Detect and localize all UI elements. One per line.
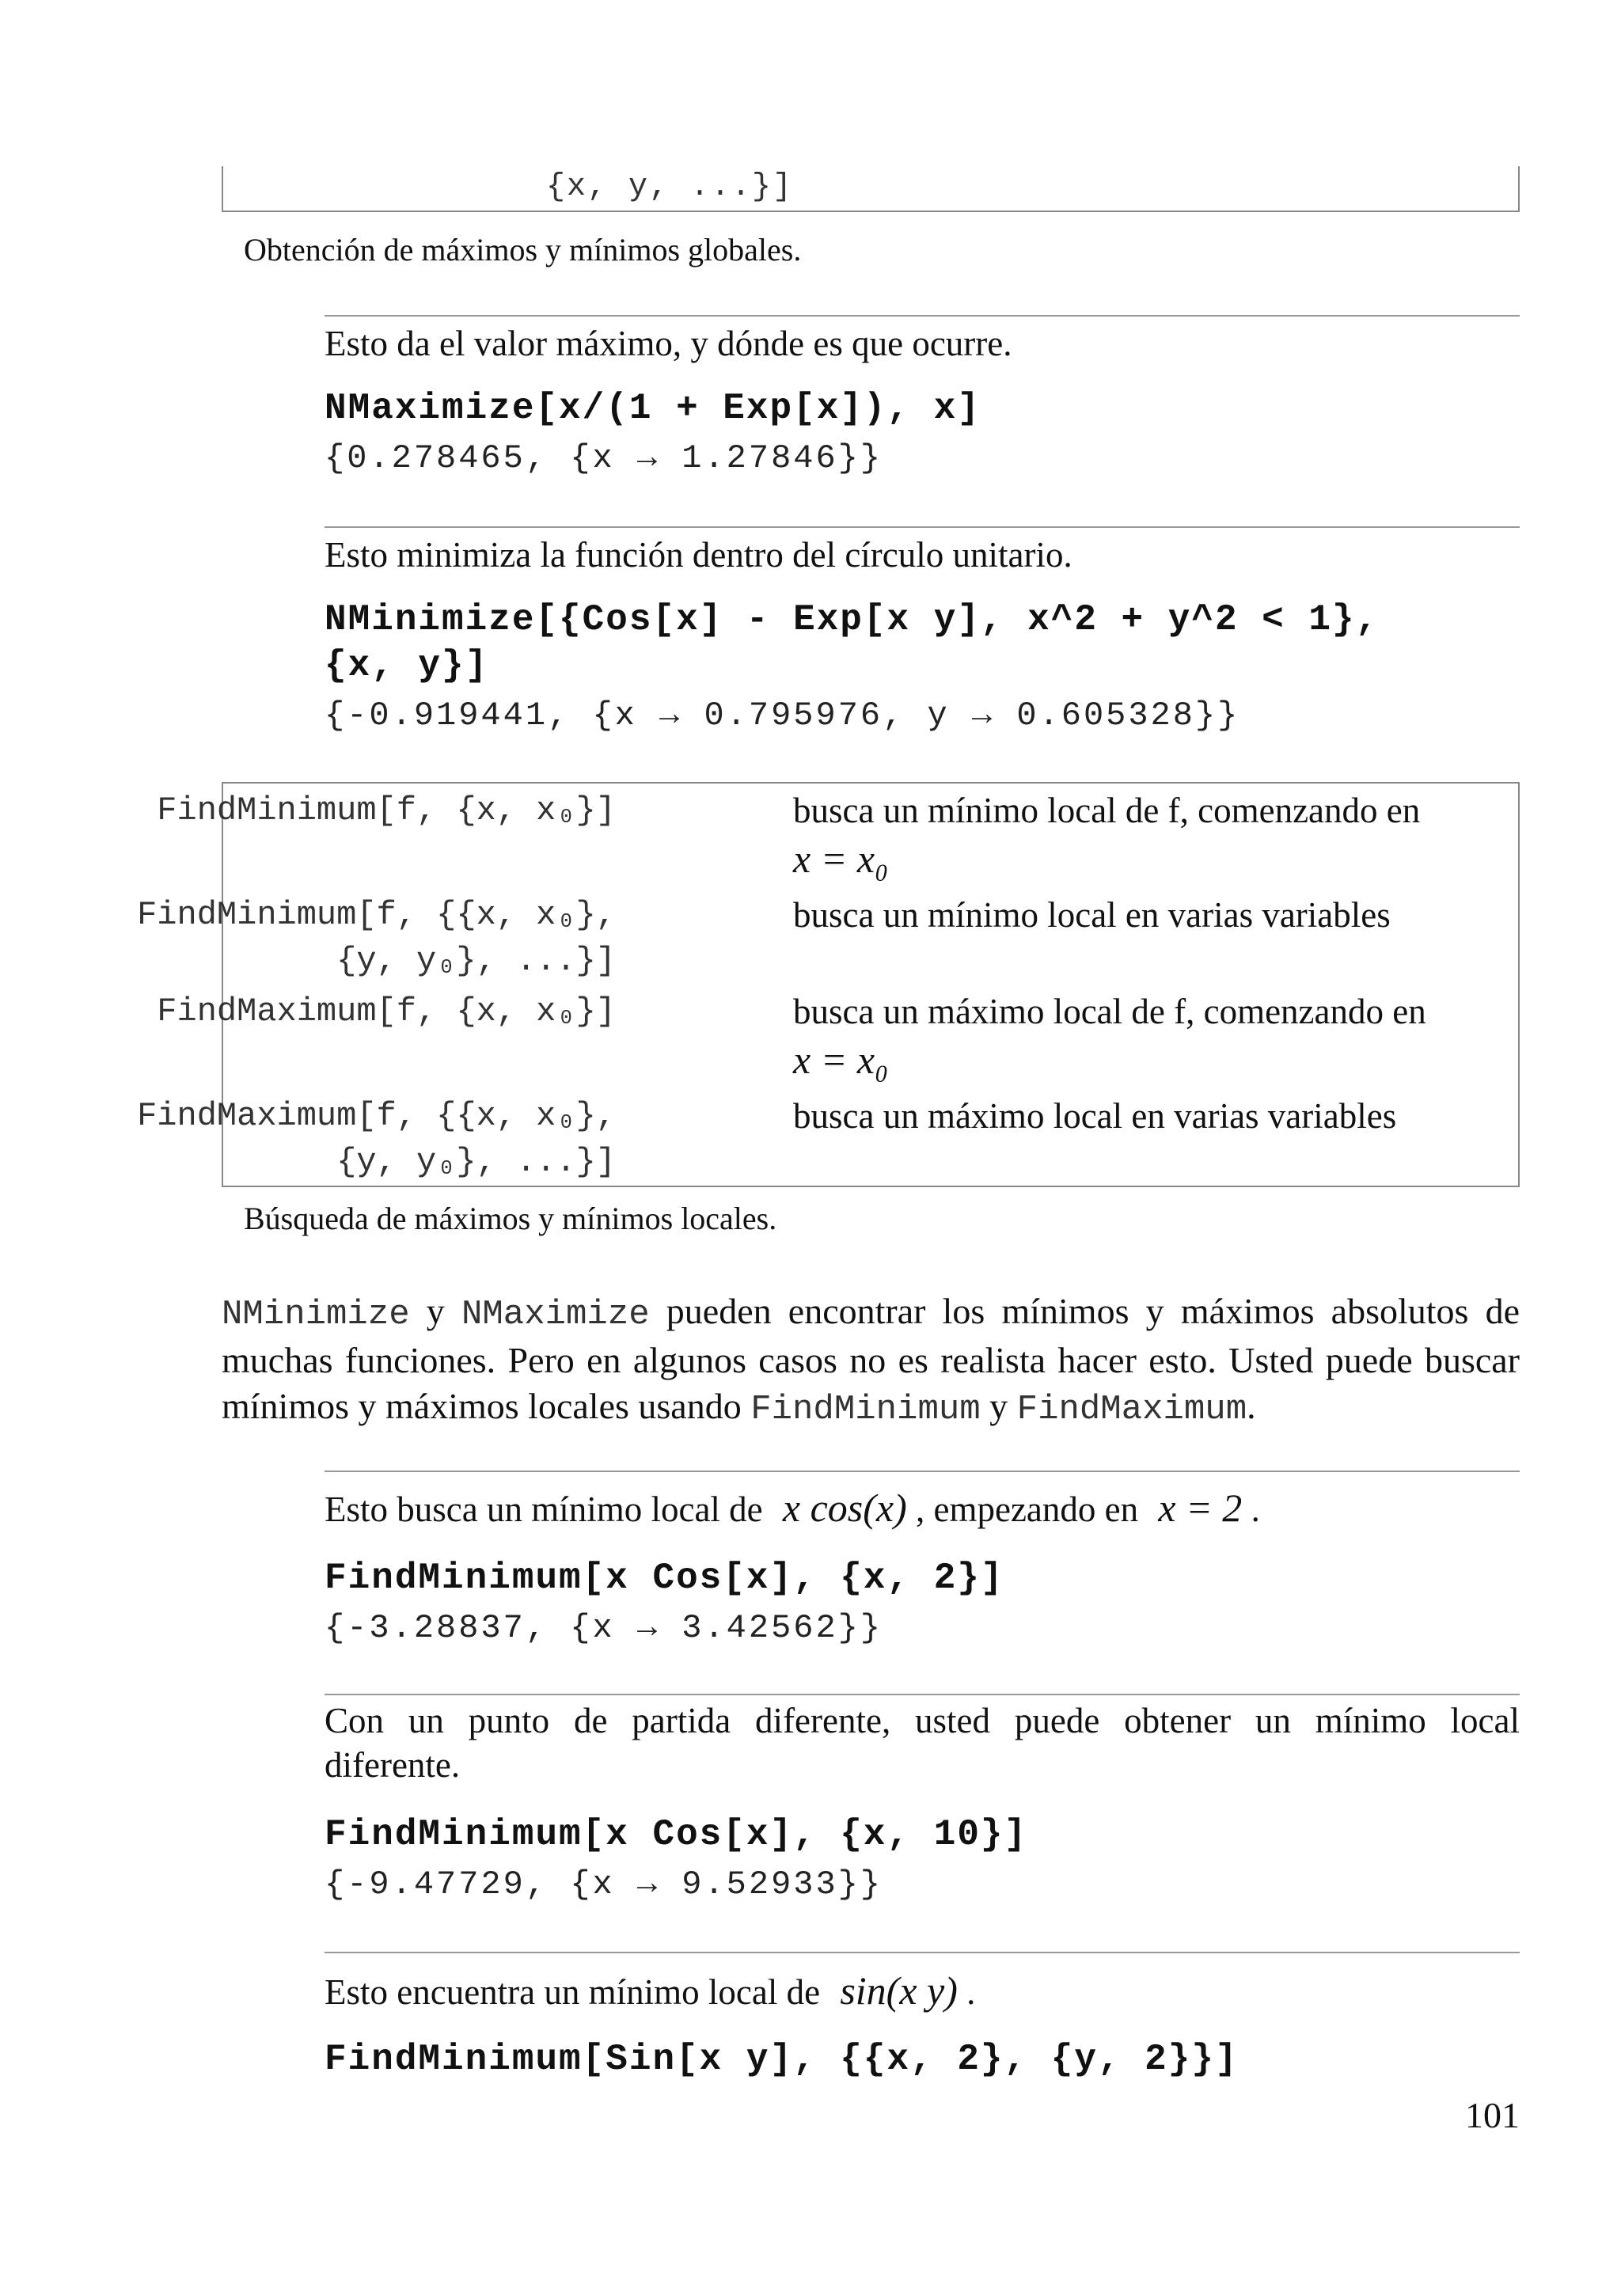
input-cell: FindMinimum[x Cos[x], {x, 10}] — [325, 1814, 1028, 1855]
output-cell: {-9.47729, {x → 9.52933}} — [325, 1865, 883, 1903]
function-description: busca un máximo local en varias variables — [793, 1096, 1397, 1136]
example-text-c: . — [1251, 1490, 1260, 1529]
function-description: busca un mínimo local en varias variables — [793, 895, 1391, 935]
math-start-point: x = x₀ — [793, 1038, 889, 1082]
input-cell-line2: {x, y}] — [325, 645, 489, 686]
example-text — [325, 1968, 975, 2013]
math-expression: x = 2 — [1158, 1486, 1243, 1530]
code-findminimum: FindMinimum — [750, 1390, 981, 1429]
function-name: FindMaximum[f, {{x, x₀}, — [137, 1097, 616, 1135]
input-cell-line1: NMinimize[{Cos[x] - Exp[x y], x^2 + y^2 < 1}, — [325, 599, 1380, 640]
example-text: Esto minimiza la función dentro del círculo unitario. — [325, 535, 1072, 575]
example-text — [325, 1485, 1260, 1531]
example-text-b: , empezando en — [916, 1490, 1139, 1529]
function-description: busca un máximo local de f, comenzando en — [793, 992, 1426, 1031]
math-start-point: x = x₀ — [793, 837, 889, 881]
output-cell: {-3.28837, {x → 3.42562}} — [325, 1609, 883, 1647]
page-number: 101 — [1465, 2095, 1520, 2135]
example-text-a: Esto encuentra un mínimo local de — [325, 1972, 821, 2012]
function-name-cont: {y, y₀}, ...}] — [336, 942, 616, 980]
example-text-a: Esto busca un mínimo local de — [325, 1490, 763, 1529]
input-cell: FindMinimum[Sin[x y], {{x, 2}, {y, 2}}] — [325, 2039, 1239, 2080]
function-description: busca un mínimo local de f, comenzando en — [793, 791, 1421, 830]
example-text-cont: diferente. — [325, 1745, 461, 1785]
output-cell: {0.278465, {x → 1.27846}} — [325, 439, 883, 477]
cell-divider — [325, 1471, 1520, 1472]
cell-divider — [325, 1952, 1520, 1953]
function-table — [137, 782, 1520, 1187]
code-nmaximize: NMaximize — [461, 1295, 650, 1334]
caption-global: Obtención de máximos y mínimos globales. — [244, 232, 802, 268]
paragraph-text: y — [980, 1386, 1017, 1426]
math-expression: sin(x y) — [840, 1968, 958, 2013]
cell-divider — [325, 315, 1520, 317]
example-text: Con un punto de partida diferente, usted puede obtener un mínimo local — [325, 1701, 1520, 1740]
table-fragment-top — [222, 166, 1520, 212]
paragraph-text: pueden encontrar los mínimos y máximos absolutos de muchas funciones. Pero en algunos casos no es realista hacer esto. Usted puede buscar mínimos y máximos locales usando — [222, 1291, 1520, 1426]
function-name: FindMinimum[f, {x, x₀}] — [157, 791, 616, 829]
output-cell: {-0.919441, {x → 0.795976, y → 0.605328}} — [325, 696, 1240, 734]
code-findmaximum: FindMaximum — [1016, 1390, 1247, 1429]
table-cell-vars: {x, y, ...}] — [546, 169, 794, 205]
caption-local: Búsqueda de máximos y mínimos locales. — [244, 1201, 777, 1236]
cell-divider — [325, 1694, 1520, 1695]
body-paragraph — [222, 1288, 1520, 1433]
paragraph-text: . — [1247, 1386, 1256, 1426]
code-nminimize: NMinimize — [222, 1295, 410, 1334]
input-cell: NMaximize[x/(1 + Exp[x]), x] — [325, 388, 981, 429]
function-name-cont: {y, y₀}, ...}] — [336, 1143, 616, 1181]
math-expression: x cos(x) — [782, 1486, 907, 1530]
paragraph-text: y — [409, 1291, 461, 1331]
function-name: FindMinimum[f, {{x, x₀}, — [137, 896, 616, 934]
example-text-b: . — [966, 1972, 976, 2012]
example-text: Esto da el valor máximo, y dónde es que ocurre. — [325, 324, 1012, 363]
cell-divider — [325, 526, 1520, 528]
input-cell: FindMinimum[x Cos[x], {x, 2}] — [325, 1558, 1004, 1599]
function-name: FindMaximum[f, {x, x₀}] — [157, 992, 616, 1030]
